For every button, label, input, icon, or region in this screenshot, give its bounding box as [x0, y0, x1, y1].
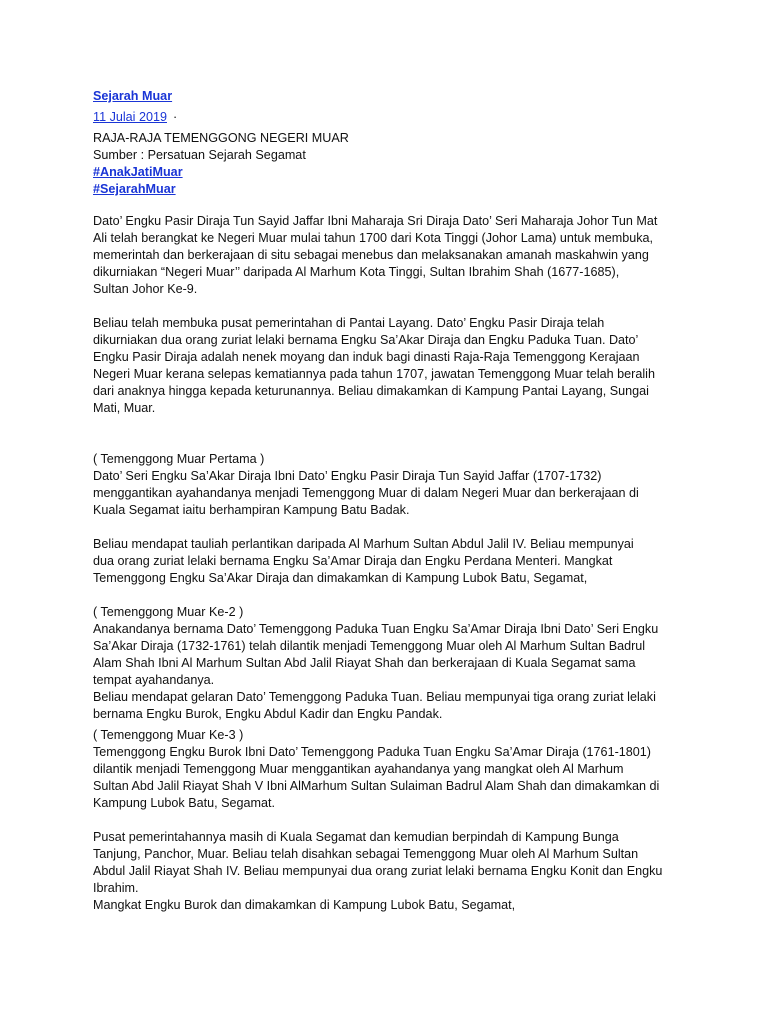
text-line: dikurniakan dua orang zuriat lelaki bernama Engku Sa’Akar Diraja dan Engku Paduka Tuan. Dato’	[93, 333, 639, 347]
hashtag-line	[93, 164, 683, 181]
text-line: Sa’Akar Diraja (1732-1761) telah dilantik menjadi Temenggong Muar oleh Al Marhum Sultan Badrul	[93, 639, 646, 653]
text-line: Sultan Johor Ke-9.	[93, 282, 198, 296]
text-line: Alam Shah Ibni Al Marhum Sultan Abd Jalil Riayat Shah dan berkerajaan di Kuala Segamat sama	[93, 656, 636, 670]
blog-link-line	[93, 88, 683, 105]
paragraph-pantai-layang	[93, 315, 683, 417]
text-line: Engku Pasir Diraja adalah nenek moyang dan induk bagi dinasti Raja-Raja Temenggong Kerajaan	[93, 350, 640, 364]
text-line: Kampung Lubok Batu, Segamat.	[93, 796, 276, 810]
text-line: Temenggong Engku Burok Ibni Dato’ Temenggong Paduka Tuan Engku Sa’Amar Diraja (1761-1801)	[93, 745, 651, 759]
blog-link[interactable]: Sejarah Muar	[93, 89, 173, 103]
text-line: Abdul Jalil Riayat Shah IV. Beliau mempunyai dua orang zuriat lelaki bernama Engku Konit dan Engku	[93, 864, 663, 878]
text-line: Mangkat Engku Burok dan dimakamkan di Kampung Lubok Batu, Segamat,	[93, 898, 516, 912]
paragraph-intro	[93, 213, 683, 298]
source-line: Sumber : Persatuan Sejarah Segamat	[93, 148, 306, 162]
document-title: RAJA-RAJA TEMENGGONG NEGERI MUAR	[93, 131, 349, 145]
section-temenggong-pertama	[93, 451, 683, 519]
hashtag-anakjatimuar[interactable]: #AnakJatiMuar	[93, 165, 183, 179]
text-line: Ali telah berangkat ke Negeri Muar mulai tahun 1700 dari Kota Tinggi (Johor Lama) untuk membuka,	[93, 231, 654, 245]
text-line: memerintah dan berkerajaan di situ sebagai menebus dan melaksanakan amanah maskahwin yang	[93, 248, 649, 262]
text-line: Tanjung, Panchor, Muar. Beliau telah disahkan sebagai Temenggong Muar oleh Al Marhum Sultan	[93, 847, 639, 861]
text-line: Beliau telah membuka pusat pemerintahan di Pantai Layang. Dato’ Engku Pasir Diraja telah	[93, 316, 605, 330]
section-heading: ( Temenggong Muar Pertama )	[93, 452, 265, 466]
text-line: Pusat pemerintahannya masih di Kuala Segamat dan kemudian berpindah di Kampung Bunga	[93, 830, 619, 844]
text-line: Negeri Muar kerana selepas kematiannya pada tahun 1707, jawatan Temenggong Muar telah beralih	[93, 367, 655, 381]
text-line: dilantik menjadi Temenggong Muar menggantikan ayahandanya yang mangkat oleh Al Marhum	[93, 762, 624, 776]
date-line	[93, 109, 683, 126]
text-line: dua orang zuriat lelaki bernama Engku Sa’Amar Diraja dan Engku Perdana Menteri. Mangkat	[93, 554, 613, 568]
hashtag-sejarahmuar[interactable]: #SejarahMuar	[93, 182, 176, 196]
text-line: Temenggong Engku Sa’Akar Diraja dan dimakamkan di Kampung Lubok Batu, Segamat,	[93, 571, 588, 585]
text-line: Ibrahim.	[93, 881, 139, 895]
text-line: tempat ayahandanya.	[93, 673, 215, 687]
text-line: dikurniakan “Negeri Muar’’ daripada Al Marhum Kota Tinggi, Sultan Ibrahim Shah (1677-1685),	[93, 265, 620, 279]
text-line: Sultan Abd Jalil Riayat Shah V Ibni AlMarhum Sultan Sulaiman Badrul Alam Shah dan dimakamkan di	[93, 779, 660, 793]
document-page	[93, 88, 683, 914]
date-separator: ·	[173, 110, 178, 124]
section-heading: ( Temenggong Muar Ke-2 )	[93, 605, 244, 619]
paragraph-pusat-pemerintahan	[93, 829, 683, 914]
paragraph-tauliah	[93, 536, 683, 587]
hashtag-line	[93, 181, 683, 198]
text-line: Beliau mendapat tauliah perlantikan daripada Al Marhum Sultan Abdul Jalil IV. Beliau mempunyai	[93, 537, 634, 551]
text-line: Dato’ Seri Engku Sa’Akar Diraja Ibni Dato’ Engku Pasir Diraja Tun Sayid Jaffar (1707-1732)	[93, 469, 602, 483]
text-line: Mati, Muar.	[93, 401, 156, 415]
section-temenggong-ke-2	[93, 604, 683, 723]
text-line: Beliau mendapat gelaran Dato’ Temenggong Paduka Tuan. Beliau mempunyai tiga orang zuriat lelaki	[93, 690, 656, 704]
text-line: Anakandanya bernama Dato’ Temenggong Paduka Tuan Engku Sa’Amar Diraja Ibni Dato’ Seri Engku	[93, 622, 659, 636]
text-line: dari anaknya hingga kepada keturunannya. Beliau dimakamkan di Kampung Pantai Layang, Sungai	[93, 384, 649, 398]
section-temenggong-ke-3	[93, 727, 683, 812]
date-link[interactable]: 11 Julai 2019	[93, 110, 167, 124]
text-line: Dato’ Engku Pasir Diraja Tun Sayid Jaffar Ibni Maharaja Sri Diraja Dato’ Seri Maharaja Johor Tun Mat	[93, 214, 658, 228]
text-line: Kuala Segamat iaitu berhampiran Kampung Batu Badak.	[93, 503, 410, 517]
text-line: menggantikan ayahandanya menjadi Temenggong Muar di dalam Negeri Muar dan berkerajaan di	[93, 486, 639, 500]
text-line: bernama Engku Burok, Engku Abdul Kadir dan Engku Pandak.	[93, 707, 443, 721]
section-heading: ( Temenggong Muar Ke-3 )	[93, 728, 244, 742]
